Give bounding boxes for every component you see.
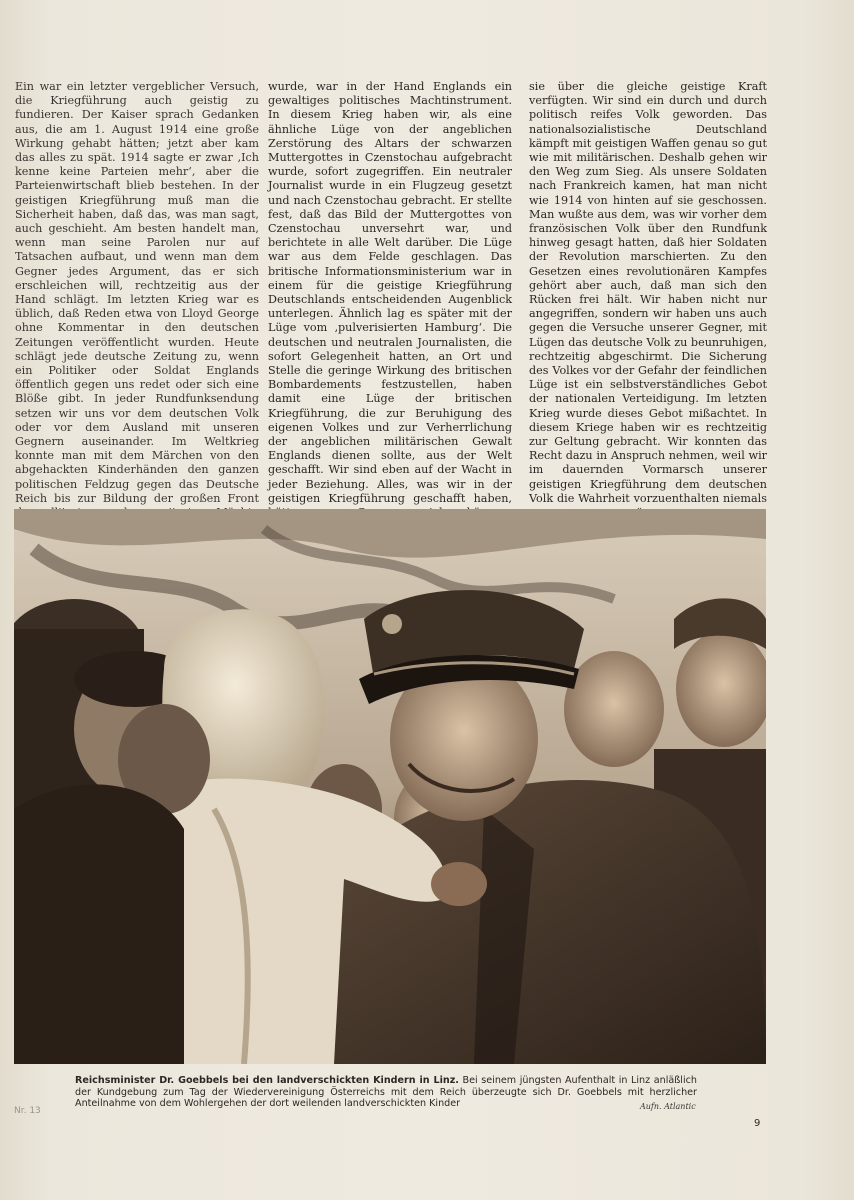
text-column-1 (15, 80, 259, 549)
photo-illustration (14, 509, 766, 1064)
issue-number: Nr. 13 (14, 1106, 41, 1116)
text-column-3 (529, 80, 767, 520)
text-column-2 (268, 80, 512, 535)
news-photograph (14, 509, 766, 1064)
photo-credit: Aufn. Atlantic (640, 1102, 696, 1111)
column-2-text: wurde, war in der Hand Englands ein gewaltiges politisches Machtinstrument. In diesem Krieg haben wir, als eine ähnliche Lüge von der angeblichen Zerstörung des Altars der schwarzen Muttergottes in Czenstochau aufgebracht wurde, sofort zugegriffen. Ein neutraler Journalist wurde in ein Flugzeug gesetzt und nach Czenstochau gebracht. Er stellte fest, daß das Bild der Muttergottes von Czenstochau unversehrt war, und berichtete in alle Welt darüber. Die Lüge war aus dem Felde geschlagen. Das britische Informationsministerium war in einem für die geistige Kriegführung Deutschlands entscheidenden Augenblick unterlegen. Ähnlich lag es später mit der Lüge vom ‚pulverisierten Hamburg‘. Die deutschen und neutralen Journalisten, die sofort Gelegenheit hatten, an Ort und Stelle die geringe Wirkung des britischen Bombardements festzustellen, haben damit eine Lüge der britischen Kriegführung, die zur Beruhigung des eigenen Volkes und zur Verherrlichung der angeblichen militärischen Gewalt Englands dienen sollte, aus der Welt geschafft. Wir sind eben auf der Wacht in jeder Beziehung. Alles, was wir in der geistigen Kriegführung geschafft haben, (268, 80, 512, 505)
caption-body: Bei seinem jüngsten Aufenthalt in Linz anläßlich der Kundgebung zum Tag der Wiedervereinigung Österreichs mit dem Reich überzeugte sich Dr. Goebbels mit herzlicher Anteilnahme von dem Wohlergehen der dort weilenden landverschickten Kinder (75, 1075, 697, 1110)
column-1-text: Ein war ein letzter vergeblicher Versuch, die Kriegführung auch geistig zu fundieren. Der Kaiser sprach Gedanken aus, die am 1. August 1914 eine große Wirkung gehabt hätten; jetzt aber kam das alles zu spät. 1914 sagte er zwar ‚Ich kenne keine Parteien mehr‘, aber die Parteienwirtschaft blieb bestehen. In der geistigen Kriegführung muß man die Sicherheit haben, daß das, was man sagt, auch geschieht. Am besten handelt man, wenn man seine Parolen nur auf Tatsachen aufbaut, und wenn man dem Gegner jedes Argument, das er sich erschleichen will, rechtzeitig aus der Hand schlägt. Im letzten Krieg war es üblich, daß Reden etwa von Lloyd George ohne Kommentar in den deutschen Zeitungen veröffentlicht wurden. Heute schlägt jede deutsche Zeitung zu, wenn ein Politiker oder Soldat Englands öffentlich gegen uns redet oder sich eine Blöße gibt. In jeder Rundfunksendung setzen wir uns vor dem deutschen Volk oder vor dem Ausland mit unseren Gegnern auseinander. Im Weltkrieg konnte man mit dem Märchen von den abgehackten Kinderhänden den ganzen politischen Feldzug gegen das Deutsche Reich bis zur Bildung der großen Front (15, 80, 259, 505)
photo-caption (75, 1075, 697, 1110)
caption-headline: Reichsminister Dr. Goebbels bei den landverschickten Kindern in Linz. (75, 1075, 459, 1086)
page-number: 9 (754, 1118, 761, 1129)
column-3-text: sie über die gleiche geistige Kraft verfügten. Wir sind ein durch und durch politisch reifes Volk geworden. Das nationalsozialistische Deutschland kämpft mit geistigen Waffen genau so gut wie mit militärischen. Deshalb gehen wir den Weg zum Sieg. Als unsere Soldaten nach Frankreich kamen, hat man nicht wie 1914 von hinten auf sie geschossen. Man wußte aus dem, was wir vorher dem französischen Volk über den Rundfunk hinweg gesagt hatten, daß hier Soldaten der Revolution marschierten. Zu den Gesetzen eines revolutionären Kampfes gehört aber auch, daß man sich den Rücken frei hält. Wir haben nicht nur angegriffen, sondern wir haben uns auch gegen die Versuche unserer Gegner, mit Lügen das deutsche Volk zu beunruhigen, rechtzeitig abgeschirmt. Die Sicherung des Volkes vor der Gefahr der feindlichen Lüge ist ein selbstverständliches Gebot der nationalen Verteidigung. Im letzten Krieg wurde dieses Gebot mißachtet. In diesem Kriege haben wir es rechtzeitig zur Geltung gebracht. Wir konnten das Recht dazu in Anspruch nehmen, weil wir im dauernden Vormarsch unserer geistigen Kriegführung dem deutschen Volk die Wahrheit vorzuenthalten niemals (529, 80, 767, 505)
